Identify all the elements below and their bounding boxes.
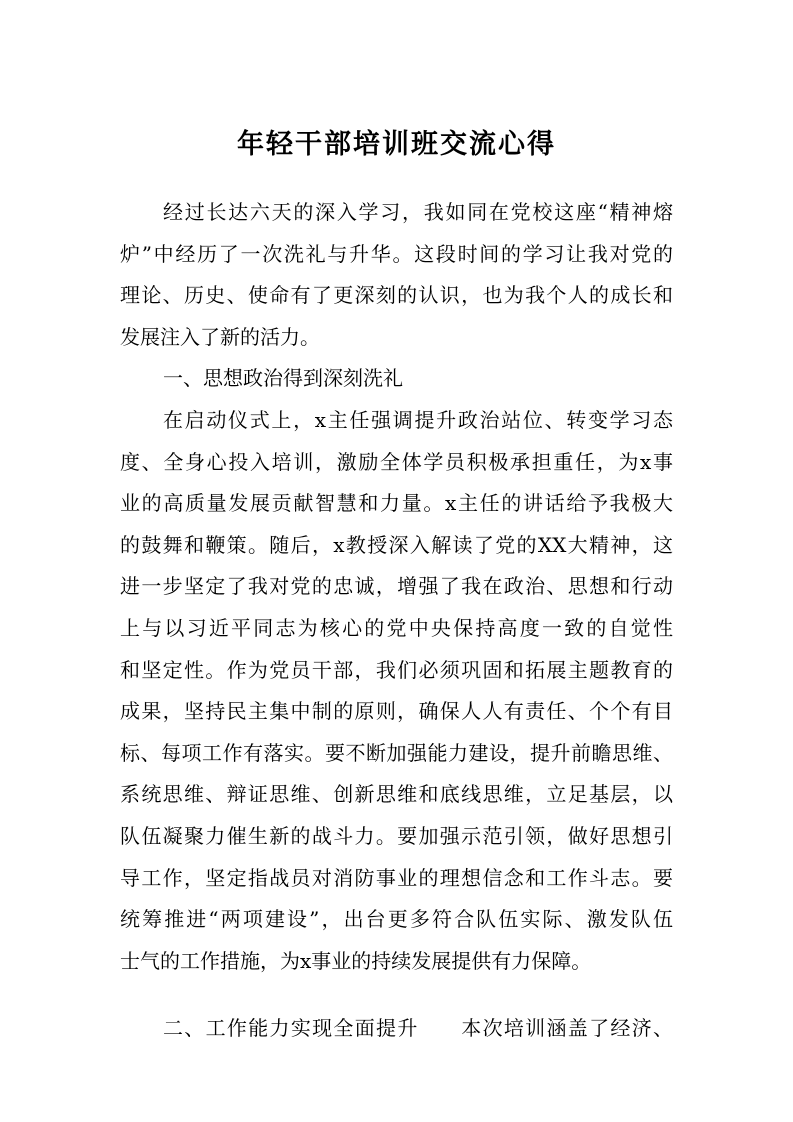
document-body [120,192,673,1050]
paragraph-intro [120,192,673,358]
section1-line: 的鼓舞和鞭策。随后，x教授深入解读了党的XX大精神，这 [120,532,673,557]
section1-line: 业的高质量发展贡献智慧和力量。x主任的讲话给予我极大 [120,491,673,516]
section1-line: 标、每项工作有落实。要不断加强能力建设，提升前瞻思维、 [120,740,673,765]
intro-line: 经过长达六天的深入学习，我如同在党校这座“精神熔 [163,200,673,224]
section1-line: 在启动仪式上，x主任强调提升政治站位、转变学习态 [163,407,673,432]
document-title: 年轻干部培训班交流心得 [237,129,556,160]
intro-line: 理论、历史、使命有了更深刻的认识，也为我个人的成长和 [120,283,673,308]
section1-line: 上与以习近平同志为核心的党中央保持高度一致的自觉性 [120,615,673,640]
section1-line: 进一步坚定了我对党的忠诚，增强了我在政治、思想和行动 [120,574,673,599]
intro-line: 发展注入了新的活力。 [120,324,320,349]
section1-line: 系统思维、辩证思维、创新思维和底线思维，立足基层，以 [120,782,673,807]
section2-heading-line: 二、工作能力实现全面提升 本次培训涵盖了经济、 [163,1016,673,1041]
paragraph-section1 [120,400,673,982]
section1-heading: 一、思想政治得到深刻洗礼 [163,366,403,391]
section1-line: 统筹推进“两项建设”，出台更多符合队伍实际、激发队伍 [120,907,673,932]
section1-line: 导工作，坚定指战员对消防事业的理想信念和工作斗志。要 [120,865,673,890]
section1-line: 成果，坚持民主集中制的原则，确保人人有责任、个个有目 [120,699,673,724]
section1-line: 度、全身心投入培训，激励全体学员积极承担重任，为x事 [120,449,673,474]
intro-line: 炉”中经历了一次洗礼与升华。这段时间的学习让我对党的 [120,241,673,266]
section1-line: 队伍凝聚力催生新的战斗力。要加强示范引领，做好思想引 [120,823,673,848]
section1-line: 士气的工作措施，为x事业的持续发展提供有力保障。 [120,948,592,973]
section1-line: 和坚定性。作为党员干部，我们必须巩固和拓展主题教育的 [120,657,673,682]
